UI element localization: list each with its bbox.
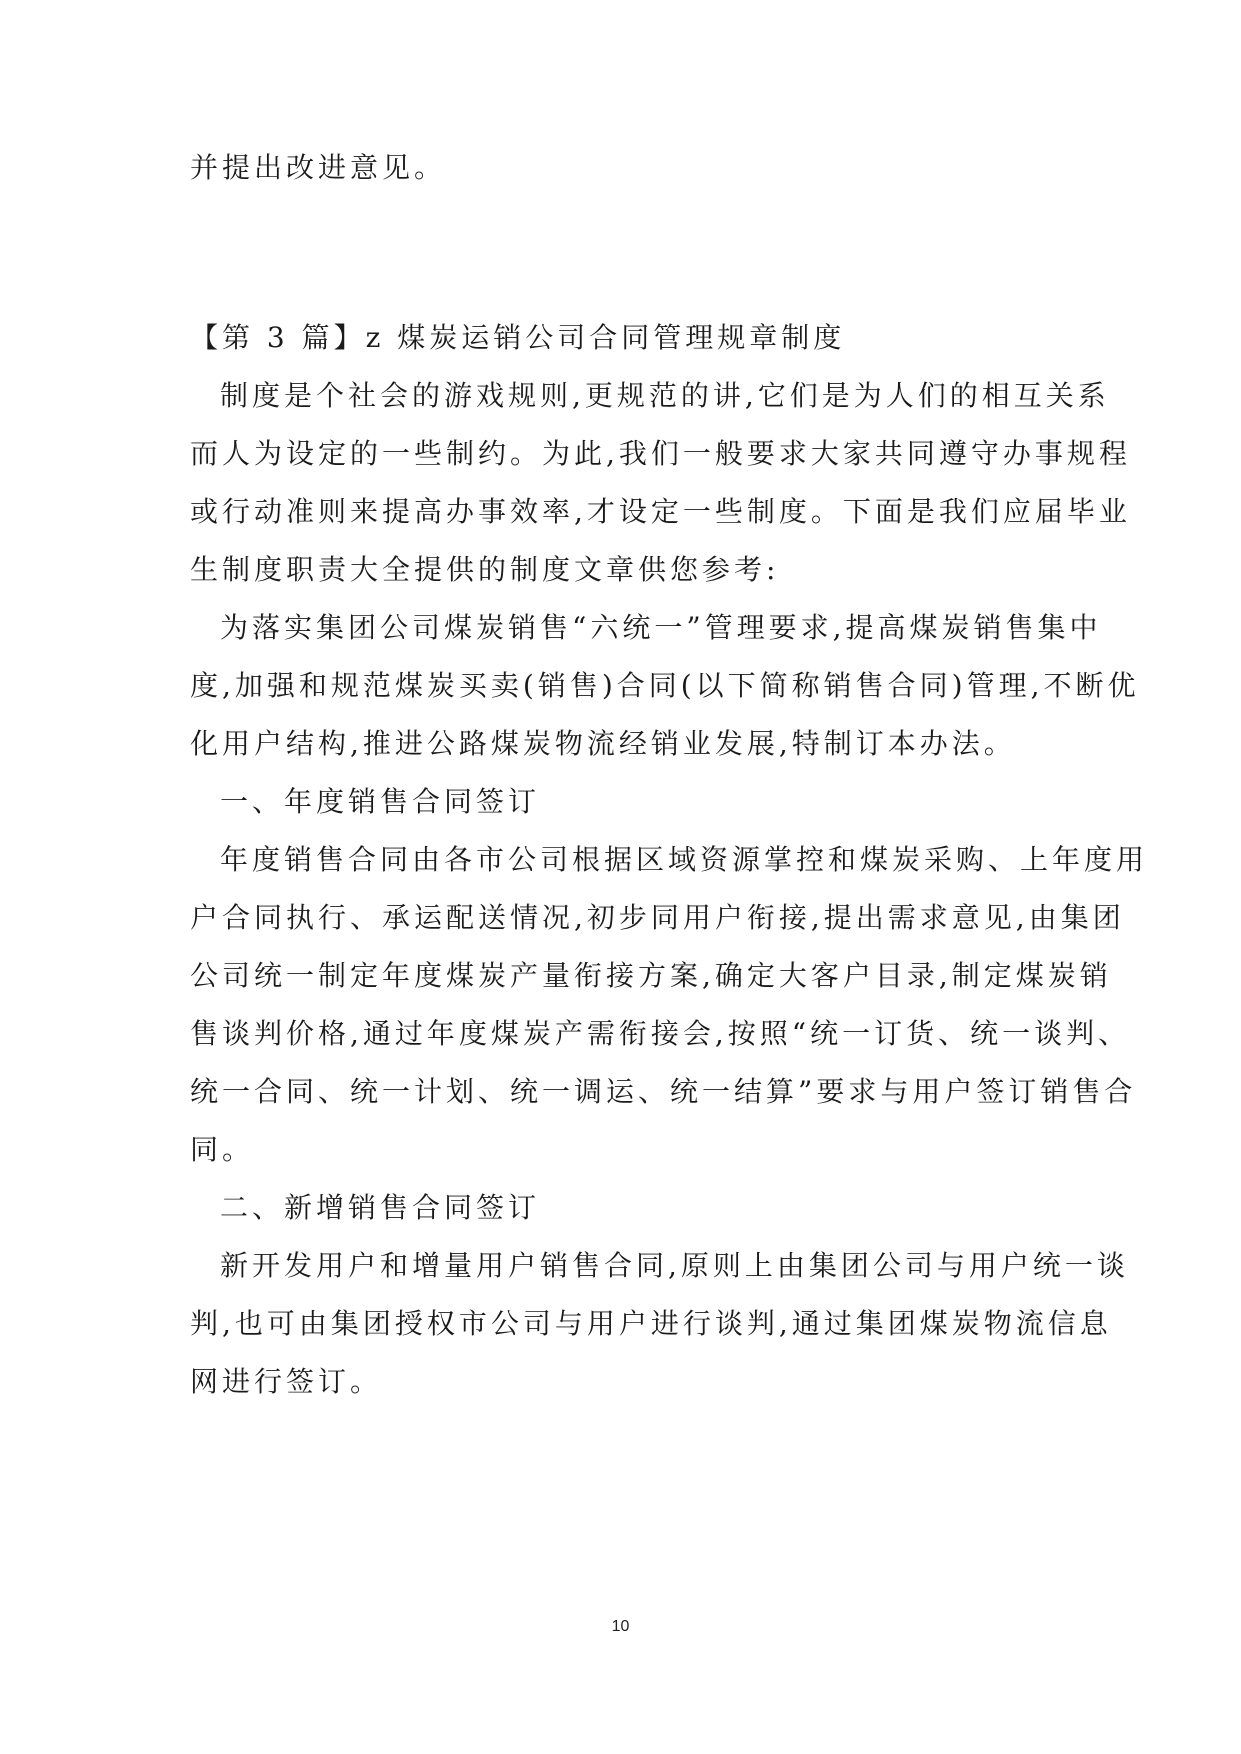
text-line: 判,也可由集团授权市公司与用户进行谈判,通过集团煤炭物流信息 [190, 1307, 1112, 1340]
text-line: 统一合同、统一计划、统一调运、统一结算”要求与用户签订销售合 [190, 1075, 1137, 1108]
text-line: 户合同执行、承运配送情况,初步同用户衔接,提出需求意见,由集团 [190, 901, 1125, 934]
subsection-heading: 一、年度销售合同签订 [220, 785, 541, 818]
page-number: 10 [611, 1618, 630, 1635]
text-line: 生制度职责大全提供的制度文章供您参考: [190, 553, 780, 586]
text-line: 或行动准则来提高办事效率,才设定一些制度。下面是我们应届毕业 [190, 495, 1131, 528]
text-line: 并提出改进意见。 [190, 151, 447, 184]
subsection-heading: 二、新增销售合同签订 [220, 1191, 541, 1224]
text-line: 制度是个社会的游戏规则,更规范的讲,它们是为人们的相互关系 [220, 379, 1110, 412]
text-line: 而人为设定的一些制约。为此,我们一般要求大家共同遵守办事规程 [190, 437, 1131, 470]
text-line: 化用户结构,推进公路煤炭物流经销业发展,特制订本办法。 [190, 727, 1016, 760]
text-line: 公司统一制定年度煤炭产量衔接方案,确定大客户目录,制定煤炭销 [190, 959, 1112, 992]
text-line: 年度销售合同由各市公司根据区域资源掌控和煤炭采购、上年度用 [220, 843, 1149, 876]
section-heading: 【第 3 篇】z 煤炭运销公司合同管理规章制度 [190, 321, 846, 354]
text-line: 为落实集团公司煤炭销售“六统一”管理要求,提高煤炭销售集中 [220, 611, 1102, 644]
text-line: 新开发用户和增量用户销售合同,原则上由集团公司与用户统一谈 [220, 1249, 1129, 1282]
text-line: 同。 [190, 1133, 255, 1166]
text-line: 售谈判价格,通过年度煤炭产需衔接会,按照“统一订货、统一谈判、 [190, 1017, 1131, 1050]
text-line: 度,加强和规范煤炭买卖(销售)合同(以下简称销售合同)管理,不断优 [190, 669, 1140, 702]
text-line: 网进行签订。 [190, 1365, 383, 1398]
